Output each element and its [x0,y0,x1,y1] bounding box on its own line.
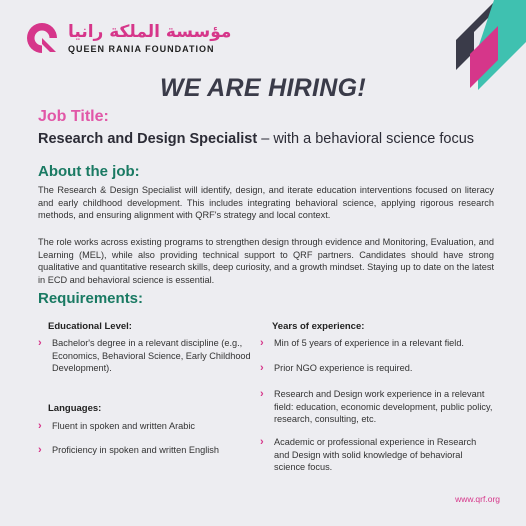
chevron-right-icon: › [260,337,264,349]
hiring-headline: WE ARE HIRING! [159,74,367,102]
experience-heading: Years of experience: [272,321,365,332]
website-link[interactable]: www.qrf.org [455,494,500,504]
chevron-right-icon: › [38,420,42,432]
education-heading: Educational Level: [48,321,132,332]
chevron-right-icon: › [38,444,42,456]
requirements-heading: Requirements: [38,290,144,307]
list-item: › Academic or professional experience in Research and Design with solid knowledge of behavioral science focus. [260,436,477,473]
list-item: › Prior NGO experience is required. [260,362,413,374]
logo-arabic-text: مؤسسة الملكة رانيا [68,21,232,42]
chevron-right-icon: › [260,362,264,374]
logo-english-text: QUEEN RANIA FOUNDATION [68,43,215,54]
about-paragraph-1: The Research & Design Specialist will identify, design, and iterate education interventions focused on literacy and early childhood development. This includes integrating behavioral science, applying rigorous research methods, and ensuring alignment with QRF's strategy and local context. [38,185,494,221]
chevron-right-icon: › [260,388,264,400]
list-item: › Research and Design work experience in a relevant field: education, economic development, public policy, research, consulting, etc. [260,388,493,425]
list-item: › Proficiency in spoken and written English [38,444,219,456]
job-title [38,131,474,147]
list-item: › Fluent in spoken and written Arabic [38,420,195,432]
job-title-main: Research and Design Specialist [38,131,258,147]
chevron-right-icon: › [260,436,264,448]
qrf-logo-icon [26,22,58,54]
languages-heading: Languages: [48,403,102,414]
chevron-right-icon: › [38,337,42,349]
list-item: › Bachelor's degree in a relevant discipline (e.g., Economics, Behavioral Science, Early Childhood Development). [38,337,251,374]
job-title-label: Job Title: [38,108,109,125]
about-paragraph-2: The role works across existing programs to strengthen design through evidence and Monitoring, Evaluation, and Learning (MEL), while also providing technical support to QRF partners. Candidates should have strong qualitative and quantitative research skills, deep curiosity, and a growth mindset. Staying up to date on the latest in ECD and behavioral science is essential. [38,237,494,285]
job-title-focus: – with a behavioral science focus [257,131,475,147]
qrf-logo [26,22,231,54]
about-job-heading: About the job: [38,163,140,180]
list-item: › Min of 5 years of experience in a relevant field. [260,337,464,349]
